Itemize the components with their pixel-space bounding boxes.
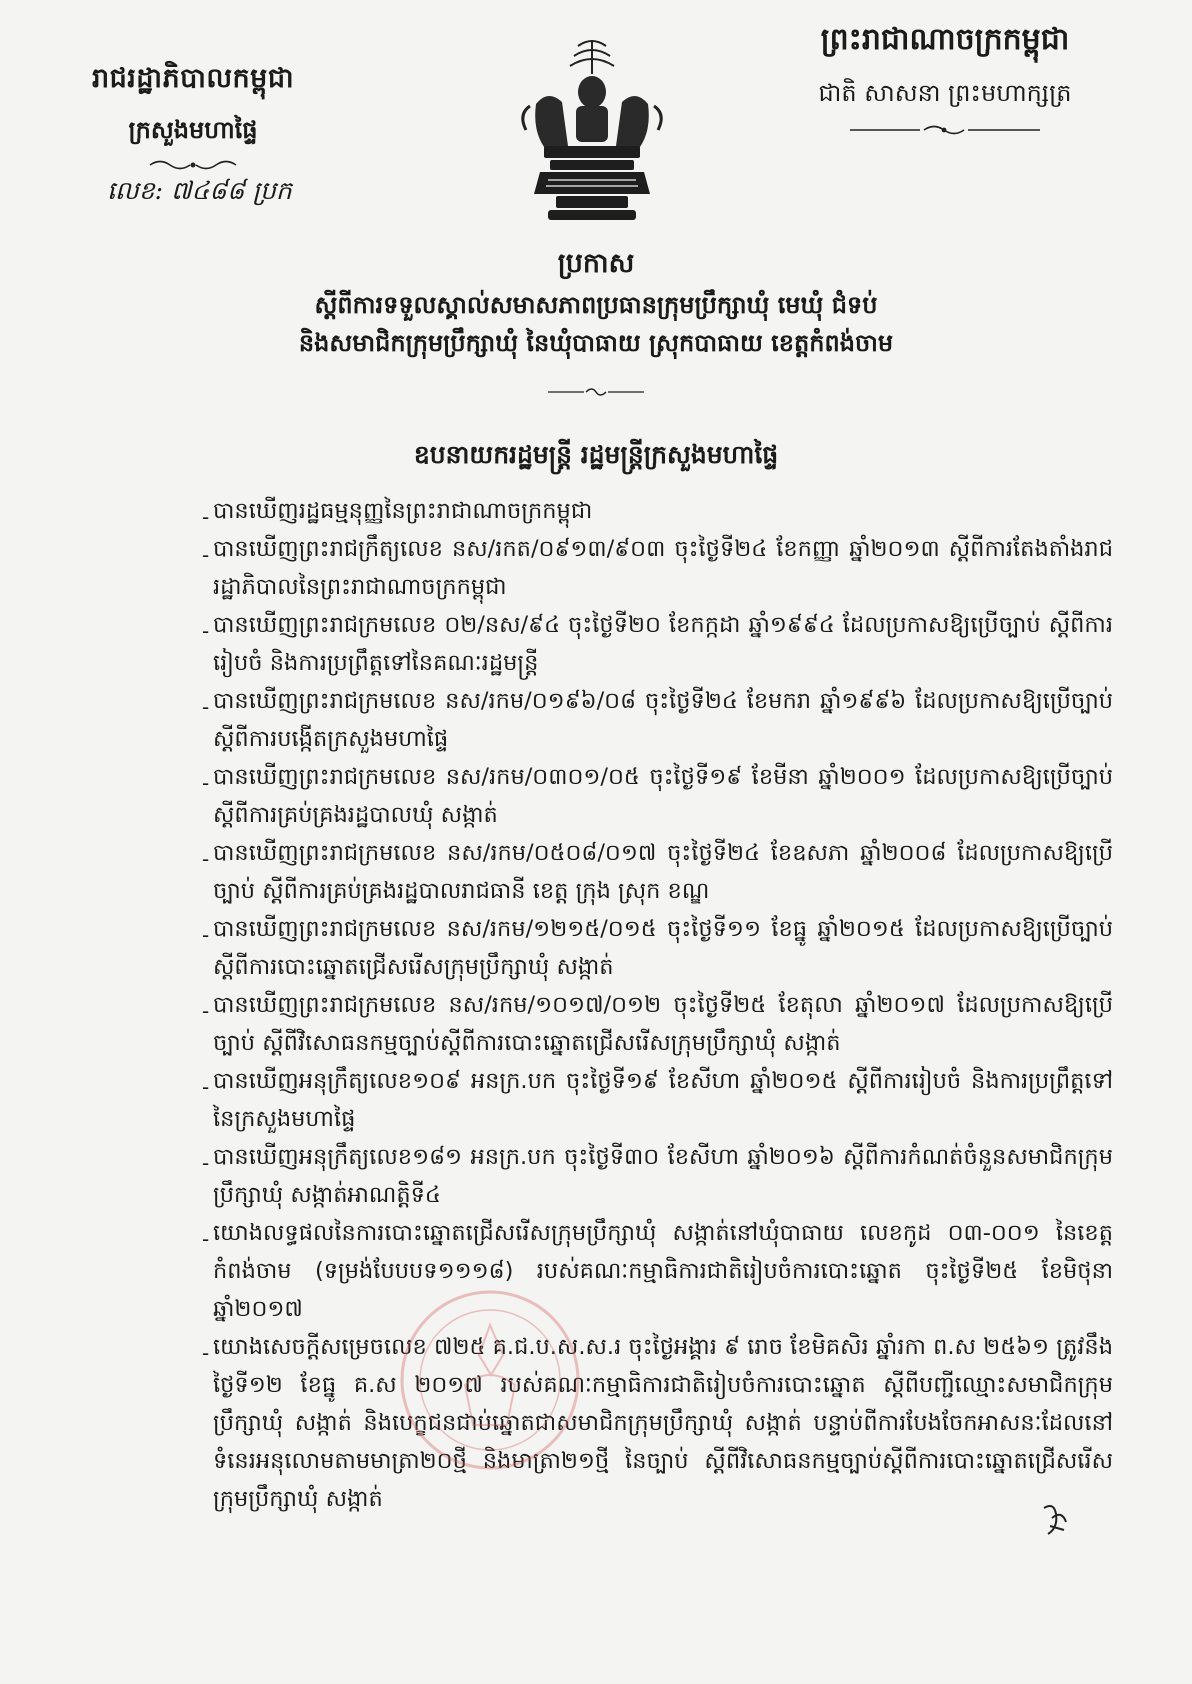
list-item-text: បានឃើញអនុក្រឹត្យលេខ១៨១ អនក្រ.បក ចុះថ្ងៃទី៣០ ខែសីហា ឆ្នាំ២០១៦ ស្តីពីការកំណត់ចំនួនសមាជិកក្រុមប្រឹក្សាឃុំ សង្កាត់អាណត្តិទី៤ <box>213 1144 1113 1208</box>
bullet-dash: - <box>202 695 210 719</box>
bullet-dash: - <box>202 505 210 529</box>
list-item <box>202 910 1113 986</box>
list-item-text: បានឃើញព្រះរាជក្រមលេខ នស/រកម/០១៩៦/០៨ ចុះថ្ងៃទី២៤ ខែមករា ឆ្នាំ១៩៩៦ ដែលប្រកាសឱ្យប្រើច្បាប់ ស្តីពីការបង្កើតក្រសួងមហាផ្ទៃ <box>213 688 1113 752</box>
bullet-dash: - <box>202 1151 210 1175</box>
bullet-dash: - <box>202 1341 210 1365</box>
list-item <box>202 530 1113 606</box>
document-title-line-1: ស្តីពីការទទួលស្គាល់សមាសភាពប្រធានក្រុមប្រឹក្សាឃុំ មេឃុំ ជំទប់ <box>314 290 878 319</box>
list-item <box>202 834 1113 910</box>
list-item-text: បានឃើញព្រះរាជក្រមលេខ នស/រកម/០៥០៨/០១៧ ចុះថ្ងៃទី២៤ ខែឧសភា ឆ្នាំ២០០៨ ដែលប្រកាសឱ្យប្រើច្បាប់ ស្តីពីការគ្រប់គ្រងរដ្ឋបាលរាជធានី ខេត្ត ក្រុង ស្រុក ខណ្ឌ <box>213 840 1113 904</box>
bullet-dash: - <box>202 847 210 871</box>
signatory-heading: ឧបនាយករដ្ឋមន្ត្រី រដ្ឋមន្ត្រីក្រសួងមហាផ្ទៃ <box>413 440 779 469</box>
list-item-text: បានឃើញព្រះរាជក្រឹត្យលេខ នស/រកត/០៩១៣/៩០៣ ចុះថ្ងៃទី២៤ ខែកញ្ញា ឆ្នាំ២០១៣ ស្តីពីការតែងតាំងរាជរដ្ឋាភិបាលនៃព្រះរាជាណាចក្រកម្ពុជា <box>213 536 1113 600</box>
initial-signature-icon <box>1040 1500 1070 1540</box>
list-item <box>202 606 1113 682</box>
list-item-text: បានឃើញព្រះរាជក្រមលេខ នស/រកម/១២១៥/០១៥ ចុះថ្ងៃទី១១ ខែធ្នូ ឆ្នាំ២០១៥ ដែលប្រកាសឱ្យប្រើច្បាប់ ស្តីពីការបោះឆ្នោតជ្រើសរើសក្រុមប្រឹក្សាឃុំ សង្កាត់ <box>213 916 1113 980</box>
list-item-text: បានឃើញរដ្ឋធម្មនុញ្ញនៃព្រះរាជាណាចក្រកម្ពុជា <box>213 498 593 524</box>
bullet-dash: - <box>202 923 210 947</box>
list-item <box>202 1214 1113 1328</box>
list-item <box>202 758 1113 834</box>
royal-emblem-icon <box>478 34 706 230</box>
list-item <box>202 986 1113 1062</box>
bullet-dash: - <box>202 543 210 567</box>
list-item-text: បានឃើញព្រះរាជក្រមលេខ នស/រកម/០៣០១/០៥ ចុះថ្ងៃទី១៩ ខែមីនា ឆ្នាំ២០០១ ដែលប្រកាសឱ្យប្រើច្បាប់ ស្តីពីការគ្រប់គ្រងរដ្ឋបាលឃុំ សង្កាត់ <box>213 764 1113 828</box>
list-item-text: យោងសេចក្តីសម្រេចលេខ ៧២៥ គ.ជ.ប.ស.ស.រ ចុះថ្ងៃអង្គារ ៩ រោច ខែមិគសិរ ឆ្នាំរកា ព.ស ២៥៦១ ត្រូវនឹងថ្ងៃទី១២ ខែធ្នូ គ.ស ២០១៧ របស់គណៈកម្មាធិការជាតិរៀបចំការបោះឆ្នោត ស្តីពីបញ្ជីឈ្មោះសមាជិកក្រុមប្រឹក្សាឃុំ សង្កាត់ និងបេក្ខជនជាប់ឆ្នោតជាសមាជិកក្រុមប្រឹក្សាឃុំ សង្កាត់ បន្ទាប់ពីការបែងចែកអាសនៈដែលនៅទំនេរអនុលោមតាមមាត្រា២០ថ្មី និងមាត្រា២១ថ្មី នៃច្បាប់ ស្តីពីវិសោធនកម្មច្បាប់ស្តីពីការបោះឆ្នោតជ្រើសរើសក្រុមប្រឹក្សាឃុំ សង្កាត់ <box>213 1334 1113 1512</box>
bullet-dash: - <box>202 619 210 643</box>
list-item-text: យោងលទ្ធផលនៃការបោះឆ្នោតជ្រើសរើសក្រុមប្រឹក្សាឃុំ សង្កាត់នៅឃុំបាធាយ លេខកូដ ០៣-០០១ នៃខេត្តកំពង់ចាម (ទម្រង់បែបបទ១១១៨) របស់គណៈកម្មាធិការជាតិរៀបចំការបោះឆ្នោត ចុះថ្ងៃទី២៥ ខែមិថុនា ឆ្នាំ២០១៧ <box>213 1220 1113 1322</box>
list-item <box>202 682 1113 758</box>
document-type-heading: ប្រកាស <box>557 248 635 279</box>
reference-number: លេខ: ៧៤៨៨ ប្រក <box>107 176 292 205</box>
ornament-divider-icon <box>148 158 238 172</box>
list-item <box>202 492 1113 530</box>
bullet-dash: - <box>202 771 210 795</box>
list-item-text: បានឃើញព្រះរាជក្រមលេខ ០២/នស/៩៤ ចុះថ្ងៃទី២០ ខែកក្កដា ឆ្នាំ១៩៩៤ ដែលប្រកាសឱ្យប្រើច្បាប់ ស្តីពីការរៀបចំ និងការប្រព្រឹត្តទៅនៃគណៈរដ្ឋមន្ត្រី <box>213 612 1113 676</box>
kingdom-name: ព្រះរាជាណាចក្រកម្ពុជា <box>820 22 1070 57</box>
list-item <box>202 1138 1113 1214</box>
document-title-line-2: និងសមាជិកក្រុមប្រឹក្សាឃុំ នៃឃុំបាធាយ ស្រុកបាធាយ ខេត្តកំពង់ចាម <box>298 328 894 357</box>
bullet-dash: - <box>202 999 210 1023</box>
government-name: រាជរដ្ឋាភិបាលកម្ពុជា <box>91 63 295 94</box>
ministry-name: ក្រសួងមហាផ្ទៃ <box>128 115 258 144</box>
issuer-block <box>78 62 308 176</box>
official-stamp-icon <box>395 1285 585 1475</box>
list-item-text: បានឃើញព្រះរាជក្រមលេខ នស/រកម/១០១៧/០១២ ចុះថ្ងៃទី២៥ ខែតុលា ឆ្នាំ២០១៧ ដែលប្រកាសឱ្យប្រើច្បាប់ ស្តីពីវិសោធនកម្មច្បាប់ស្តីពីការបោះឆ្នោតជ្រើសរើសក្រុមប្រឹក្សាឃុំ សង្កាត់ <box>213 992 1113 1056</box>
considerations-list <box>202 492 1113 1518</box>
list-item <box>202 1328 1113 1518</box>
ornament-divider-icon <box>850 123 1040 137</box>
ornament-divider-icon <box>548 386 644 398</box>
bullet-dash: - <box>202 1075 210 1099</box>
national-motto: ជាតិ សាសនា ព្រះមហាក្សត្រ <box>818 79 1072 107</box>
kingdom-block <box>780 20 1110 141</box>
list-item <box>202 1062 1113 1138</box>
list-item-text: បានឃើញអនុក្រឹត្យលេខ១០៩ អនក្រ.បក ចុះថ្ងៃទី១៩ ខែសីហា ឆ្នាំ២០១៥ ស្តីពីការរៀបចំ និងការប្រព្រឹត្តទៅនៃក្រសួងមហាផ្ទៃ <box>213 1068 1113 1132</box>
bullet-dash: - <box>202 1227 210 1251</box>
